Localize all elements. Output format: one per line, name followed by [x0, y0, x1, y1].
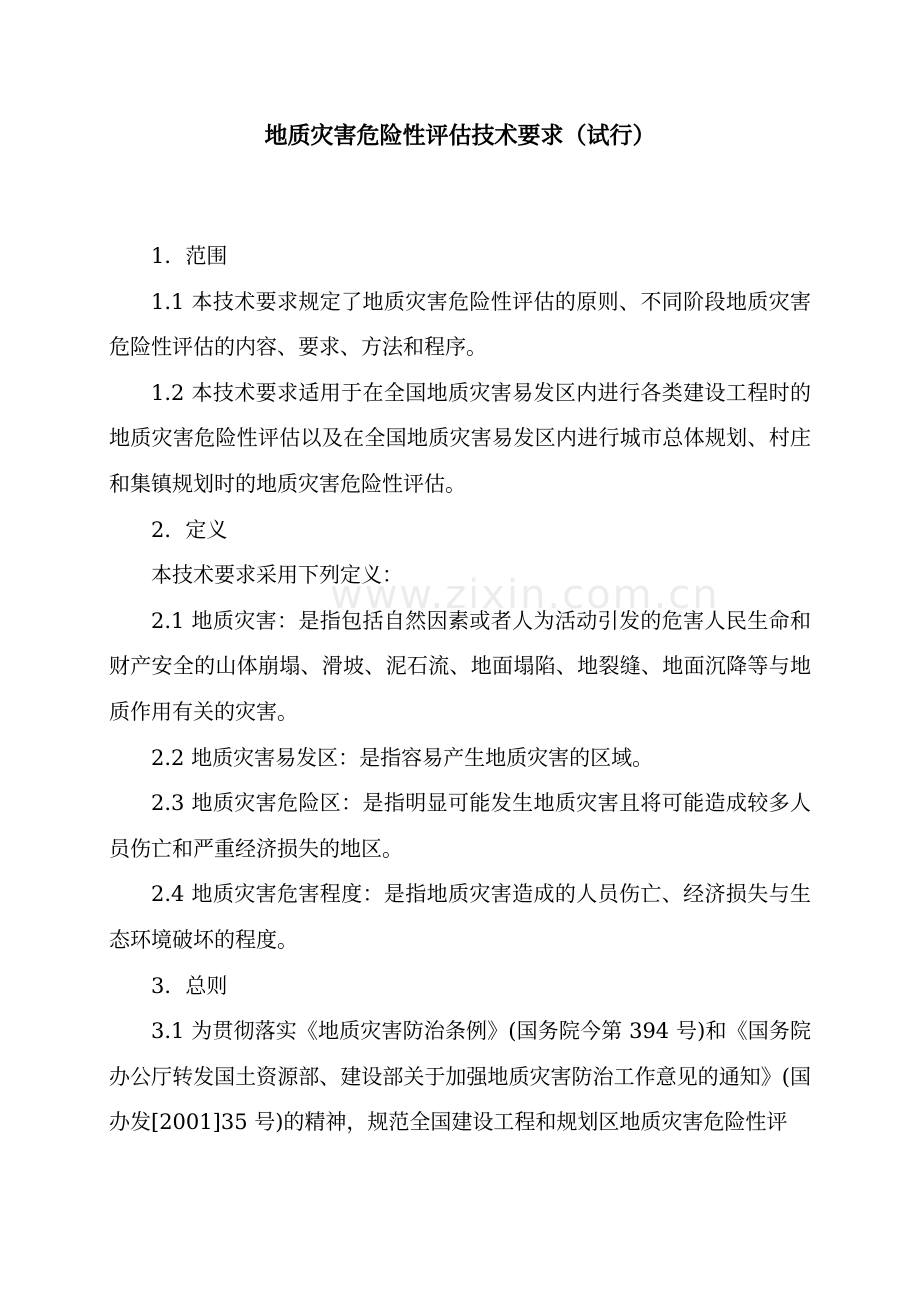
paragraph-1-2: 1.2 本技术要求适用于在全国地质灾害易发区内进行各类建设工程时的地质灾害危险性评估以及在全国地质灾害易发区内进行城市总体规划、村庄和集镇规划时的地质灾害危险性评估。	[109, 380, 811, 496]
page-title: 地质灾害危险性评估技术要求（试行）	[264, 122, 656, 149]
paragraph-3-1: 3.1 为贯彻落实《地质灾害防治条例》(国务院今第 394 号)和《国务院办公厅转发国土资源部、建设部关于加强地质灾害防治工作意见的通知》(国办发[2001]35 号)的精神，规范全国建设工程和规划区地质灾害危险性评	[109, 1019, 811, 1135]
paragraph-2-2: 2.2 地质灾害易发区：是指容易产生地质灾害的区域。	[151, 745, 654, 770]
paragraph-2-3: 2.3 地质灾害危险区：是指明显可能发生地质灾害且将可能造成较多人员伤亡和严重经济损失的地区。	[109, 791, 811, 861]
document-body	[109, 234, 811, 1146]
paragraph-2-4: 2.4 地质灾害危害程度：是指地质灾害造成的人员伤亡、经济损失与生态环境破坏的程度。	[109, 882, 811, 952]
section-heading-scope: 1．范围	[151, 244, 228, 268]
paragraph-1-1: 1.1 本技术要求规定了地质灾害危险性评估的原则、不同阶段地质灾害危险性评估的内容、要求、方法和程序。	[109, 289, 811, 360]
paragraph-2-1: 2.1 地质灾害：是指包括自然因素或者人为活动引发的危害人民生命和财产安全的山体崩塌、滑坡、泥石流、地面塌陷、地裂缝、地面沉降等与地质作用有关的灾害。	[109, 608, 811, 724]
paragraph-definitions-intro: 本技术要求采用下列定义：	[151, 563, 403, 588]
section-heading-general: 3．总则	[151, 973, 228, 998]
section-heading-definitions: 2．定义	[151, 517, 228, 542]
watermark: www.zixin.com.cn	[330, 572, 720, 618]
